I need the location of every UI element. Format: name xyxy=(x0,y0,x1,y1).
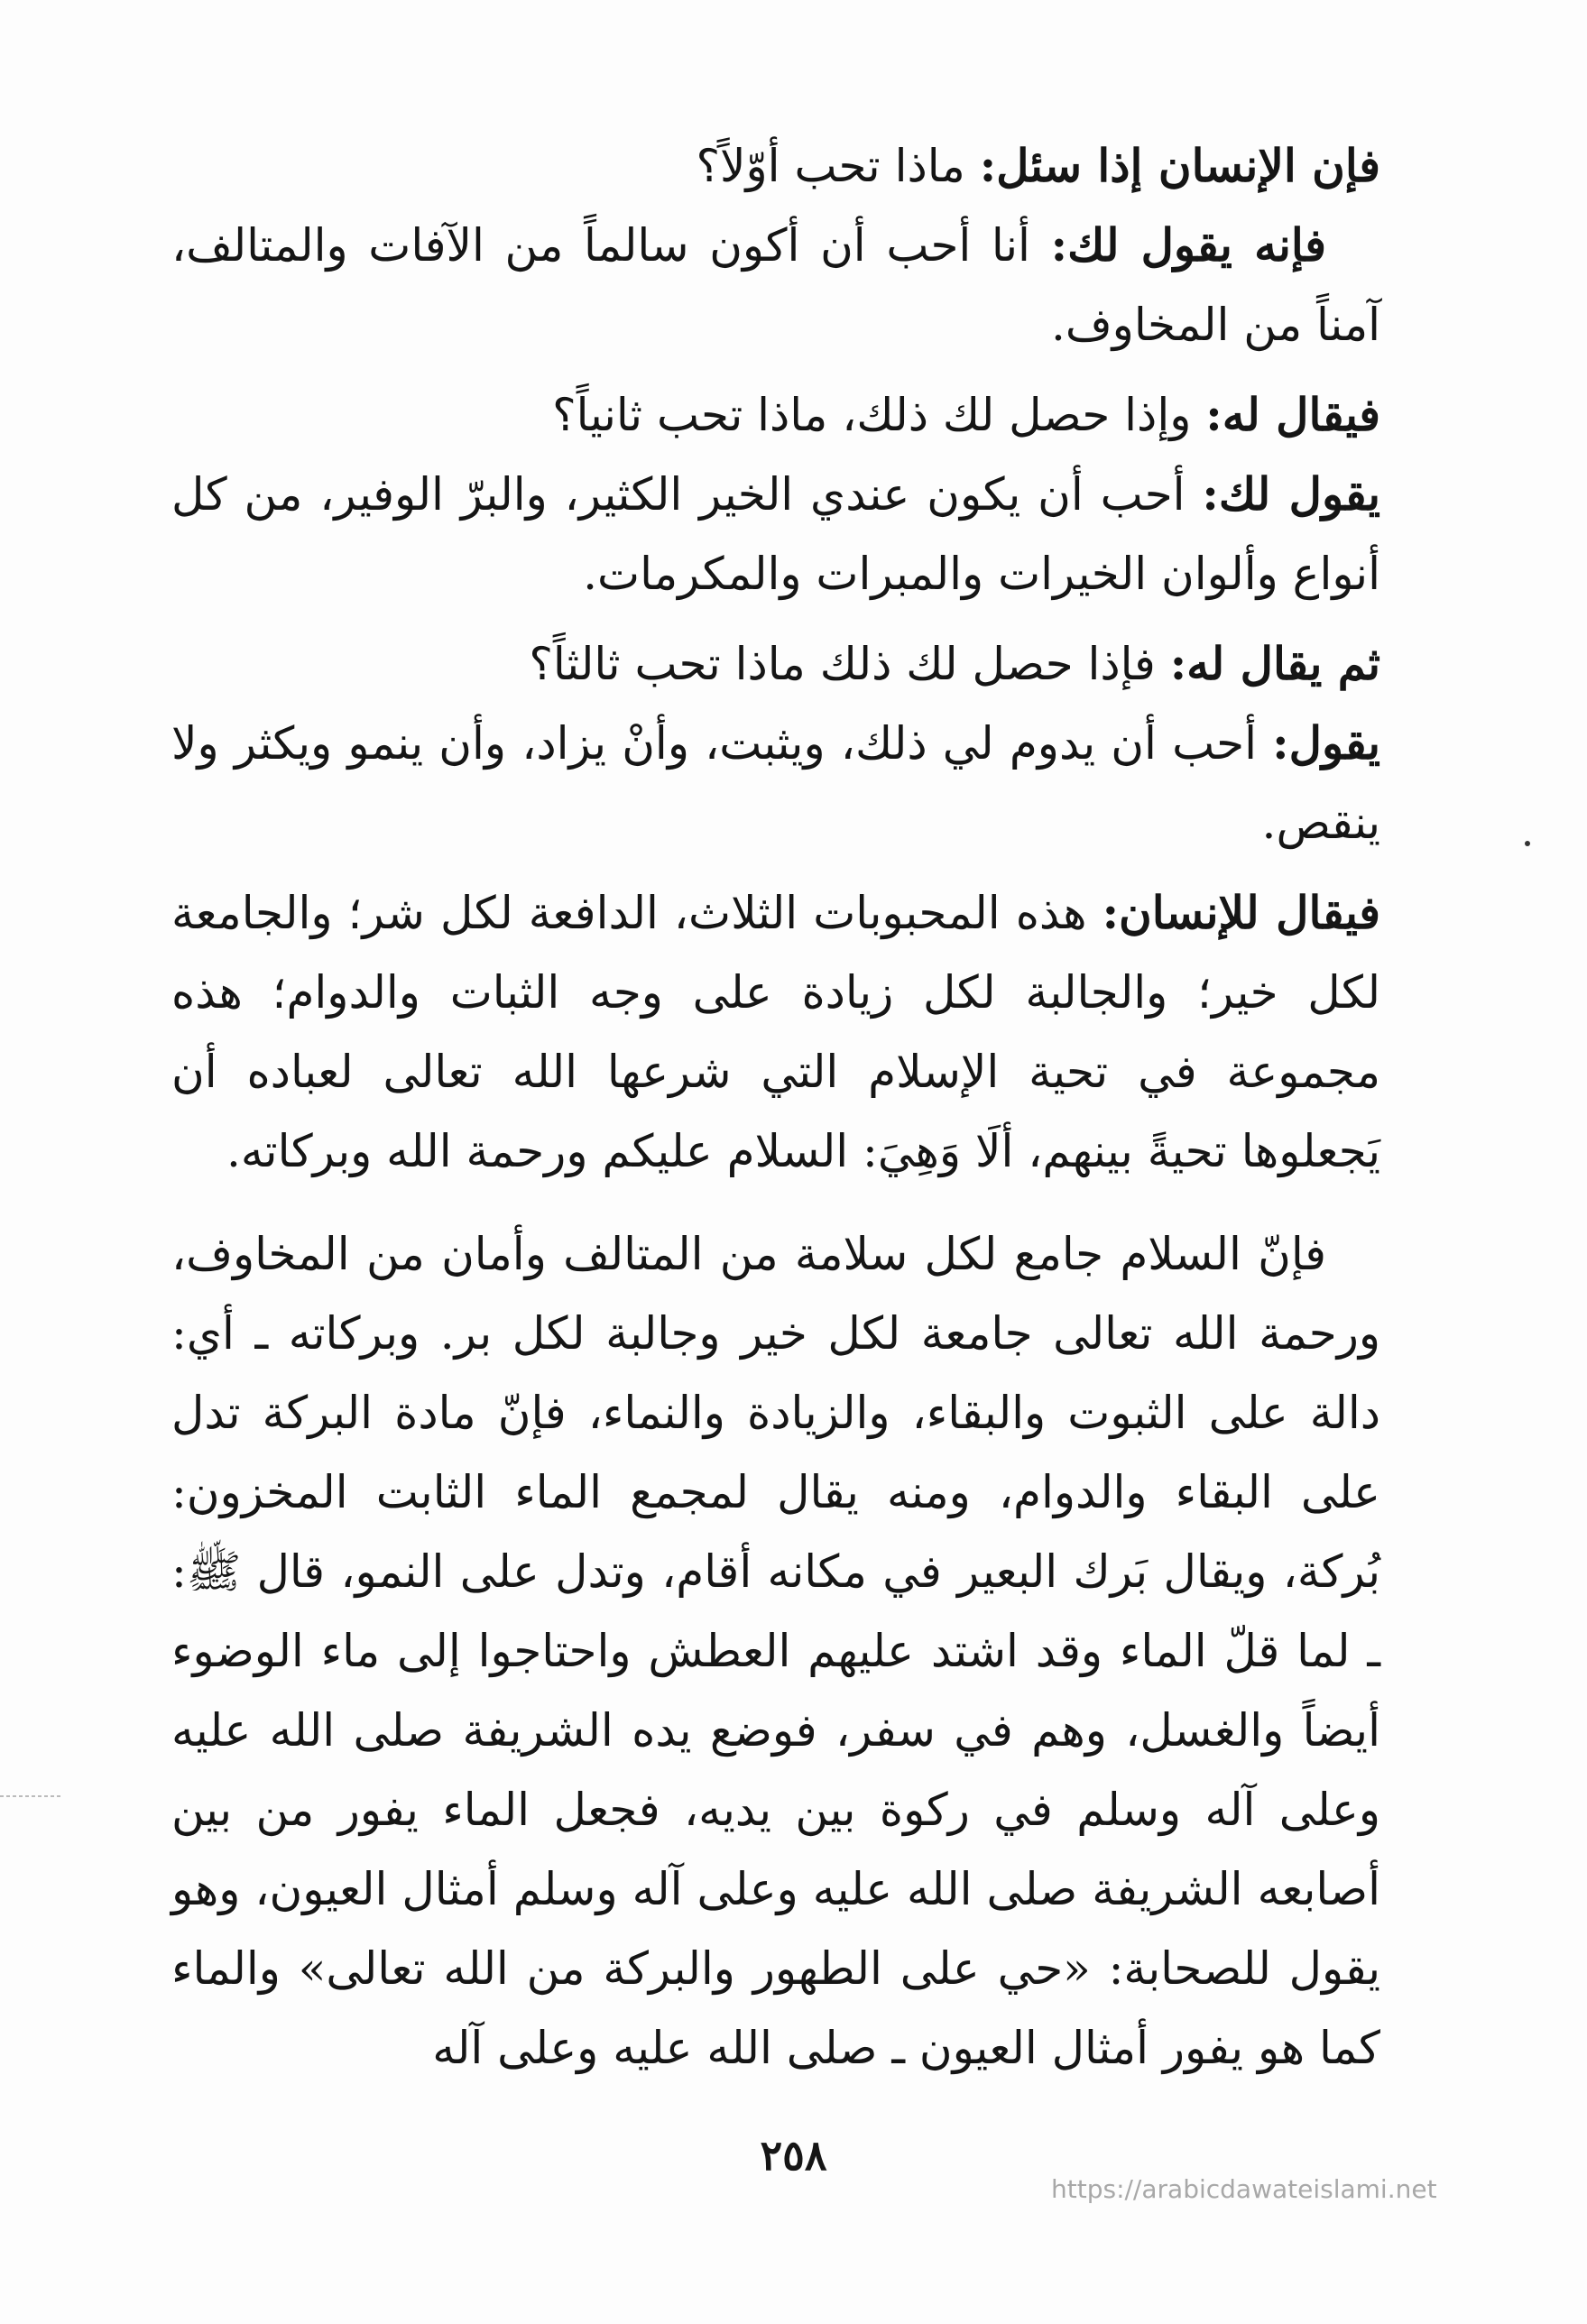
paragraph-text: أحب أن يكون عندي الخير الكثير، والبرّ الوفير، من كل أنواع وألوان الخيرات والمبرات والمكرمات. xyxy=(171,468,1380,600)
paragraph-text: ماذا تحب أوّلاً؟ xyxy=(696,140,980,192)
page-number: ٢٥٨ xyxy=(760,2131,827,2180)
paragraph-3 xyxy=(171,375,1380,455)
paragraph-text: أحب أن يدوم لي ذلك، ويثبت، وأنْ يزاد، وأن ينمو ويكثر ولا ينقص. xyxy=(171,717,1380,849)
body-text xyxy=(171,126,1380,2088)
paragraph-lead: يقول لك: xyxy=(1202,467,1381,521)
paragraph-lead: فيقال له: xyxy=(1205,388,1380,441)
paragraph-text: هذه المحبوبات الثلاث، الدافعة لكل شر؛ والجامعة لكل خير؛ والجالبة لكل زيادة على وجه الثبات والدوام؛ هذه مجموعة في تحية الإسلام التي شرعها الله تعالى لعباده أن يَجعلوها تحيةً بينهم، ألَا وَهِيَ: السلام عليكم ورحمة الله وبركاته. xyxy=(171,887,1380,1177)
watermark-url: https://arabicdawateislami.net xyxy=(1051,2174,1437,2204)
scan-artifact xyxy=(0,1795,63,1797)
paragraph-lead: فإنه يقول لك: xyxy=(1050,218,1326,272)
paragraph-lead: ثم يقال له: xyxy=(1169,637,1380,690)
paragraph-1 xyxy=(171,126,1380,206)
paragraph-text: أنا أحب أن أكون سالماً من الآفات والمتالف، آمناً من المخاوف. xyxy=(171,219,1380,351)
paragraph-lead: فإن الإنسان إذا سئل: xyxy=(979,139,1380,192)
paragraph-4 xyxy=(171,455,1380,613)
paragraph-text: فإنّ السلام جامع لكل سلامة من المتالف وأمان من المخاوف، ورحمة الله تعالى جامعة لكل خير وجالبة لكل بر. وبركاته ـ أي: دالة على الثبوت والبقاء، والزيادة والنماء، فإنّ مادة البركة تدل على البقاء والدوام، ومنه يقال لمجمع الماء الثابت المخزون: بُركة، ويقال بَرك البعير في مكانه أقام، وتدل على النمو، قال ﷺ: ـ لما قلّ الماء وقد اشتد عليهم العطش واحتاجوا إلى ماء الوضوء أيضاً والغسل، وهم في سفر، فوضع يده الشريفة صلى الله عليه وعلى آله وسلم في ركوة بين يديه، فجعل الماء يفور من بين أصابعه الشريفة صلى الله عليه وعلى آله وسلم أمثال العيون، وهو يقول للصحابة: «حي على الطهور والبركة من الله تعالى» والماء كما هو يفور أمثال العيون ـ صلى الله عليه وعلى آله xyxy=(171,1228,1380,2074)
paragraph-7 xyxy=(171,873,1380,1191)
scan-speck xyxy=(1525,841,1530,846)
paragraph-2 xyxy=(171,206,1380,364)
paragraph-lead: يقول: xyxy=(1272,716,1380,770)
paragraph-text: فإذا حصل لك ذلك ماذا تحب ثالثاً؟ xyxy=(529,638,1170,690)
paragraph-6 xyxy=(171,704,1380,862)
paragraph-8 xyxy=(171,1214,1380,2088)
paragraph-lead: فيقال للإنسان: xyxy=(1102,886,1380,939)
paragraph-5 xyxy=(171,624,1380,704)
paragraph-text: وإذا حصل لك ذلك، ماذا تحب ثانياً؟ xyxy=(552,389,1206,441)
